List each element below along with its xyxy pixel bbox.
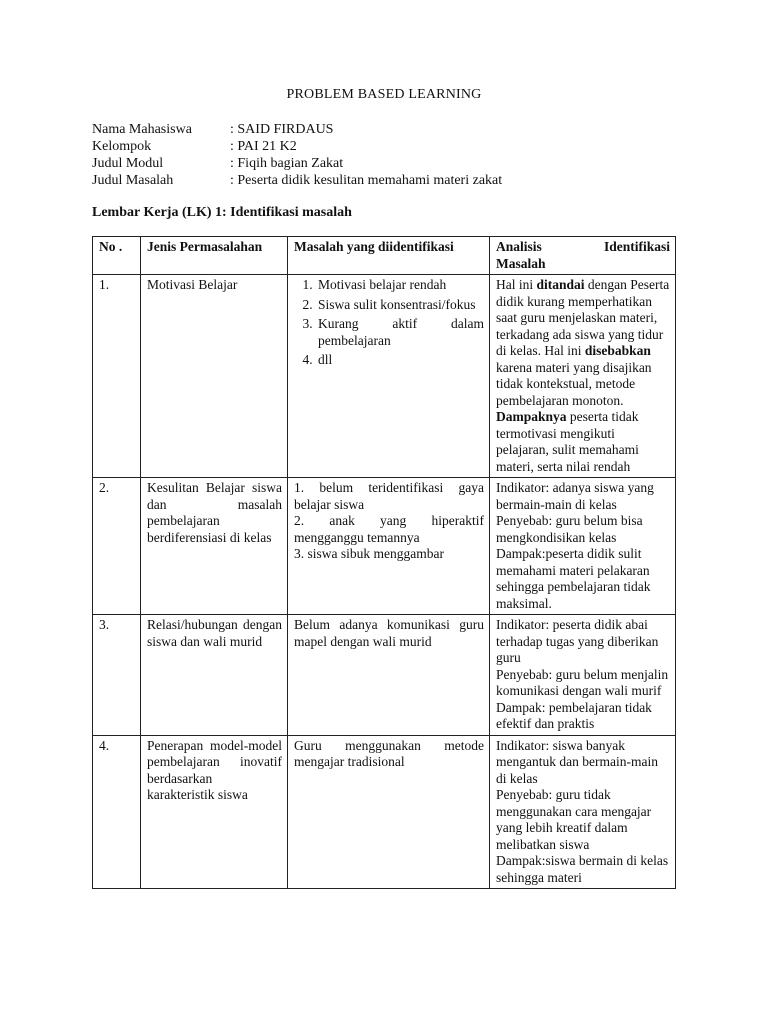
row-no: 2. — [93, 478, 141, 615]
row-no: 1. — [93, 275, 141, 478]
header-analisis-a: Analisis — [496, 239, 542, 254]
header-jenis: Jenis Permasalahan — [141, 237, 288, 275]
list-item: 1. Motivasi belajar rendah — [316, 277, 484, 294]
info-value: : Fiqih bagian Zakat — [230, 156, 344, 171]
row-analisis — [490, 735, 676, 889]
row-masalah — [288, 478, 490, 615]
header-masalah: Masalah yang diidentifikasi — [288, 237, 490, 275]
row-analisis — [490, 478, 676, 615]
analisis-keyword: ditandai — [536, 277, 585, 292]
info-row-modul — [92, 155, 502, 172]
analisis-line: Penyebab: guru belum bisa mengkondisikan kelas — [496, 513, 643, 545]
row-masalah: Belum adanya komunikasi guru mapel dengan wali murid — [288, 615, 490, 736]
info-label: Nama Mahasiswa — [92, 122, 192, 137]
document-title: PROBLEM BASED LEARNING — [286, 87, 482, 102]
row-jenis: Penerapan model-model pembelajaran inovatif berdasarkan karakteristik siswa — [141, 735, 288, 889]
analisis-line: Indikator: adanya siswa yang bermain-main di kelas — [496, 480, 654, 512]
row-jenis: Kesulitan Belajar siswa dan masalah pembelajaran berdiferensiasi di kelas — [141, 478, 288, 615]
row-masalah — [288, 275, 490, 478]
row-analisis — [490, 275, 676, 478]
analisis-text: Hal ini — [496, 277, 534, 292]
masalah-line: 3. siswa sibuk menggambar — [294, 546, 444, 561]
identification-table — [92, 236, 676, 889]
student-info — [92, 121, 502, 189]
table-header-row — [93, 237, 676, 275]
info-label: Judul Masalah — [92, 173, 174, 188]
section-title: Lembar Kerja (LK) 1: Identifikasi masalah — [92, 205, 352, 220]
row-no: 3. — [93, 615, 141, 736]
analisis-line: Penyebab: guru belum menjalin komunikasi dengan wali murif — [496, 666, 669, 698]
masalah-line: 2. anak yang hiperaktif mengganggu temannya — [294, 513, 484, 545]
info-row-masalah — [92, 172, 502, 189]
list-item: 4. dll — [316, 352, 484, 369]
info-label: Kelompok — [92, 139, 152, 154]
analisis-line: Indikator: peserta didik abai terhadap tugas yang diberikan guru — [496, 617, 659, 665]
table-row — [93, 478, 676, 615]
analisis-line: Dampak:siswa bermain di kelas sehingga materi — [496, 853, 669, 885]
info-value: : PAI 21 K2 — [230, 139, 297, 154]
analisis-line: Penyebab: guru tidak menggunakan cara mengajar yang lebih kreatif dalam melibatkan siswa — [496, 787, 652, 852]
header-no: No . — [93, 237, 141, 275]
analisis-text: peserta tidak termotivasi mengikuti pelajaran, sulit memahami materi, serta nilai rendah — [496, 409, 639, 474]
header-analisis-c: Masalah — [496, 255, 546, 271]
row-analisis — [490, 615, 676, 736]
table-row — [93, 275, 676, 478]
header-analisis-b: Identifikasi — [603, 239, 670, 254]
row-masalah: Guru menggunakan metode mengajar tradisional — [288, 735, 490, 889]
info-value: : SAID FIRDAUS — [230, 122, 334, 137]
masalah-line: 1. belum teridentifikasi gaya belajar siswa — [294, 480, 484, 512]
row-jenis: Relasi/hubungan dengan siswa dan wali murid — [141, 615, 288, 736]
info-row-nama — [92, 121, 502, 138]
analisis-text: dengan Peserta didik kurang memperhatikan saat guru menjelaskan materi, terkadang ada siswa yang tidur di kelas. Hal ini — [496, 277, 670, 358]
table-row — [93, 735, 676, 889]
analisis-keyword: Dampaknya — [496, 409, 567, 424]
info-label: Judul Modul — [92, 156, 164, 171]
analisis-line: Dampak: pembelajaran tidak efektif dan praktis — [496, 699, 652, 731]
list-item: 3. Kurang aktif dalam pembelajaran — [316, 316, 484, 349]
row-no: 4. — [93, 735, 141, 889]
list-item: 2. Siswa sulit konsentrasi/fokus — [316, 297, 484, 314]
table-row — [93, 615, 676, 736]
analisis-line: Dampak:peserta didik sulit memahami materi pelakaran sehingga pembelajaran tidak maksimal. — [496, 546, 651, 611]
analisis-text: karena materi yang disajikan tidak kontekstual, metode pembelajaran monoton. — [496, 359, 652, 408]
info-value: : Peserta didik kesulitan memahami materi zakat — [230, 173, 503, 188]
analisis-line: Indikator: siswa banyak mengantuk dan bermain-main di kelas — [496, 737, 658, 786]
header-analisis — [490, 237, 676, 275]
row-jenis: Motivasi Belajar — [141, 275, 288, 478]
info-row-kelompok — [92, 138, 502, 155]
analisis-keyword: disebabkan — [584, 343, 651, 358]
